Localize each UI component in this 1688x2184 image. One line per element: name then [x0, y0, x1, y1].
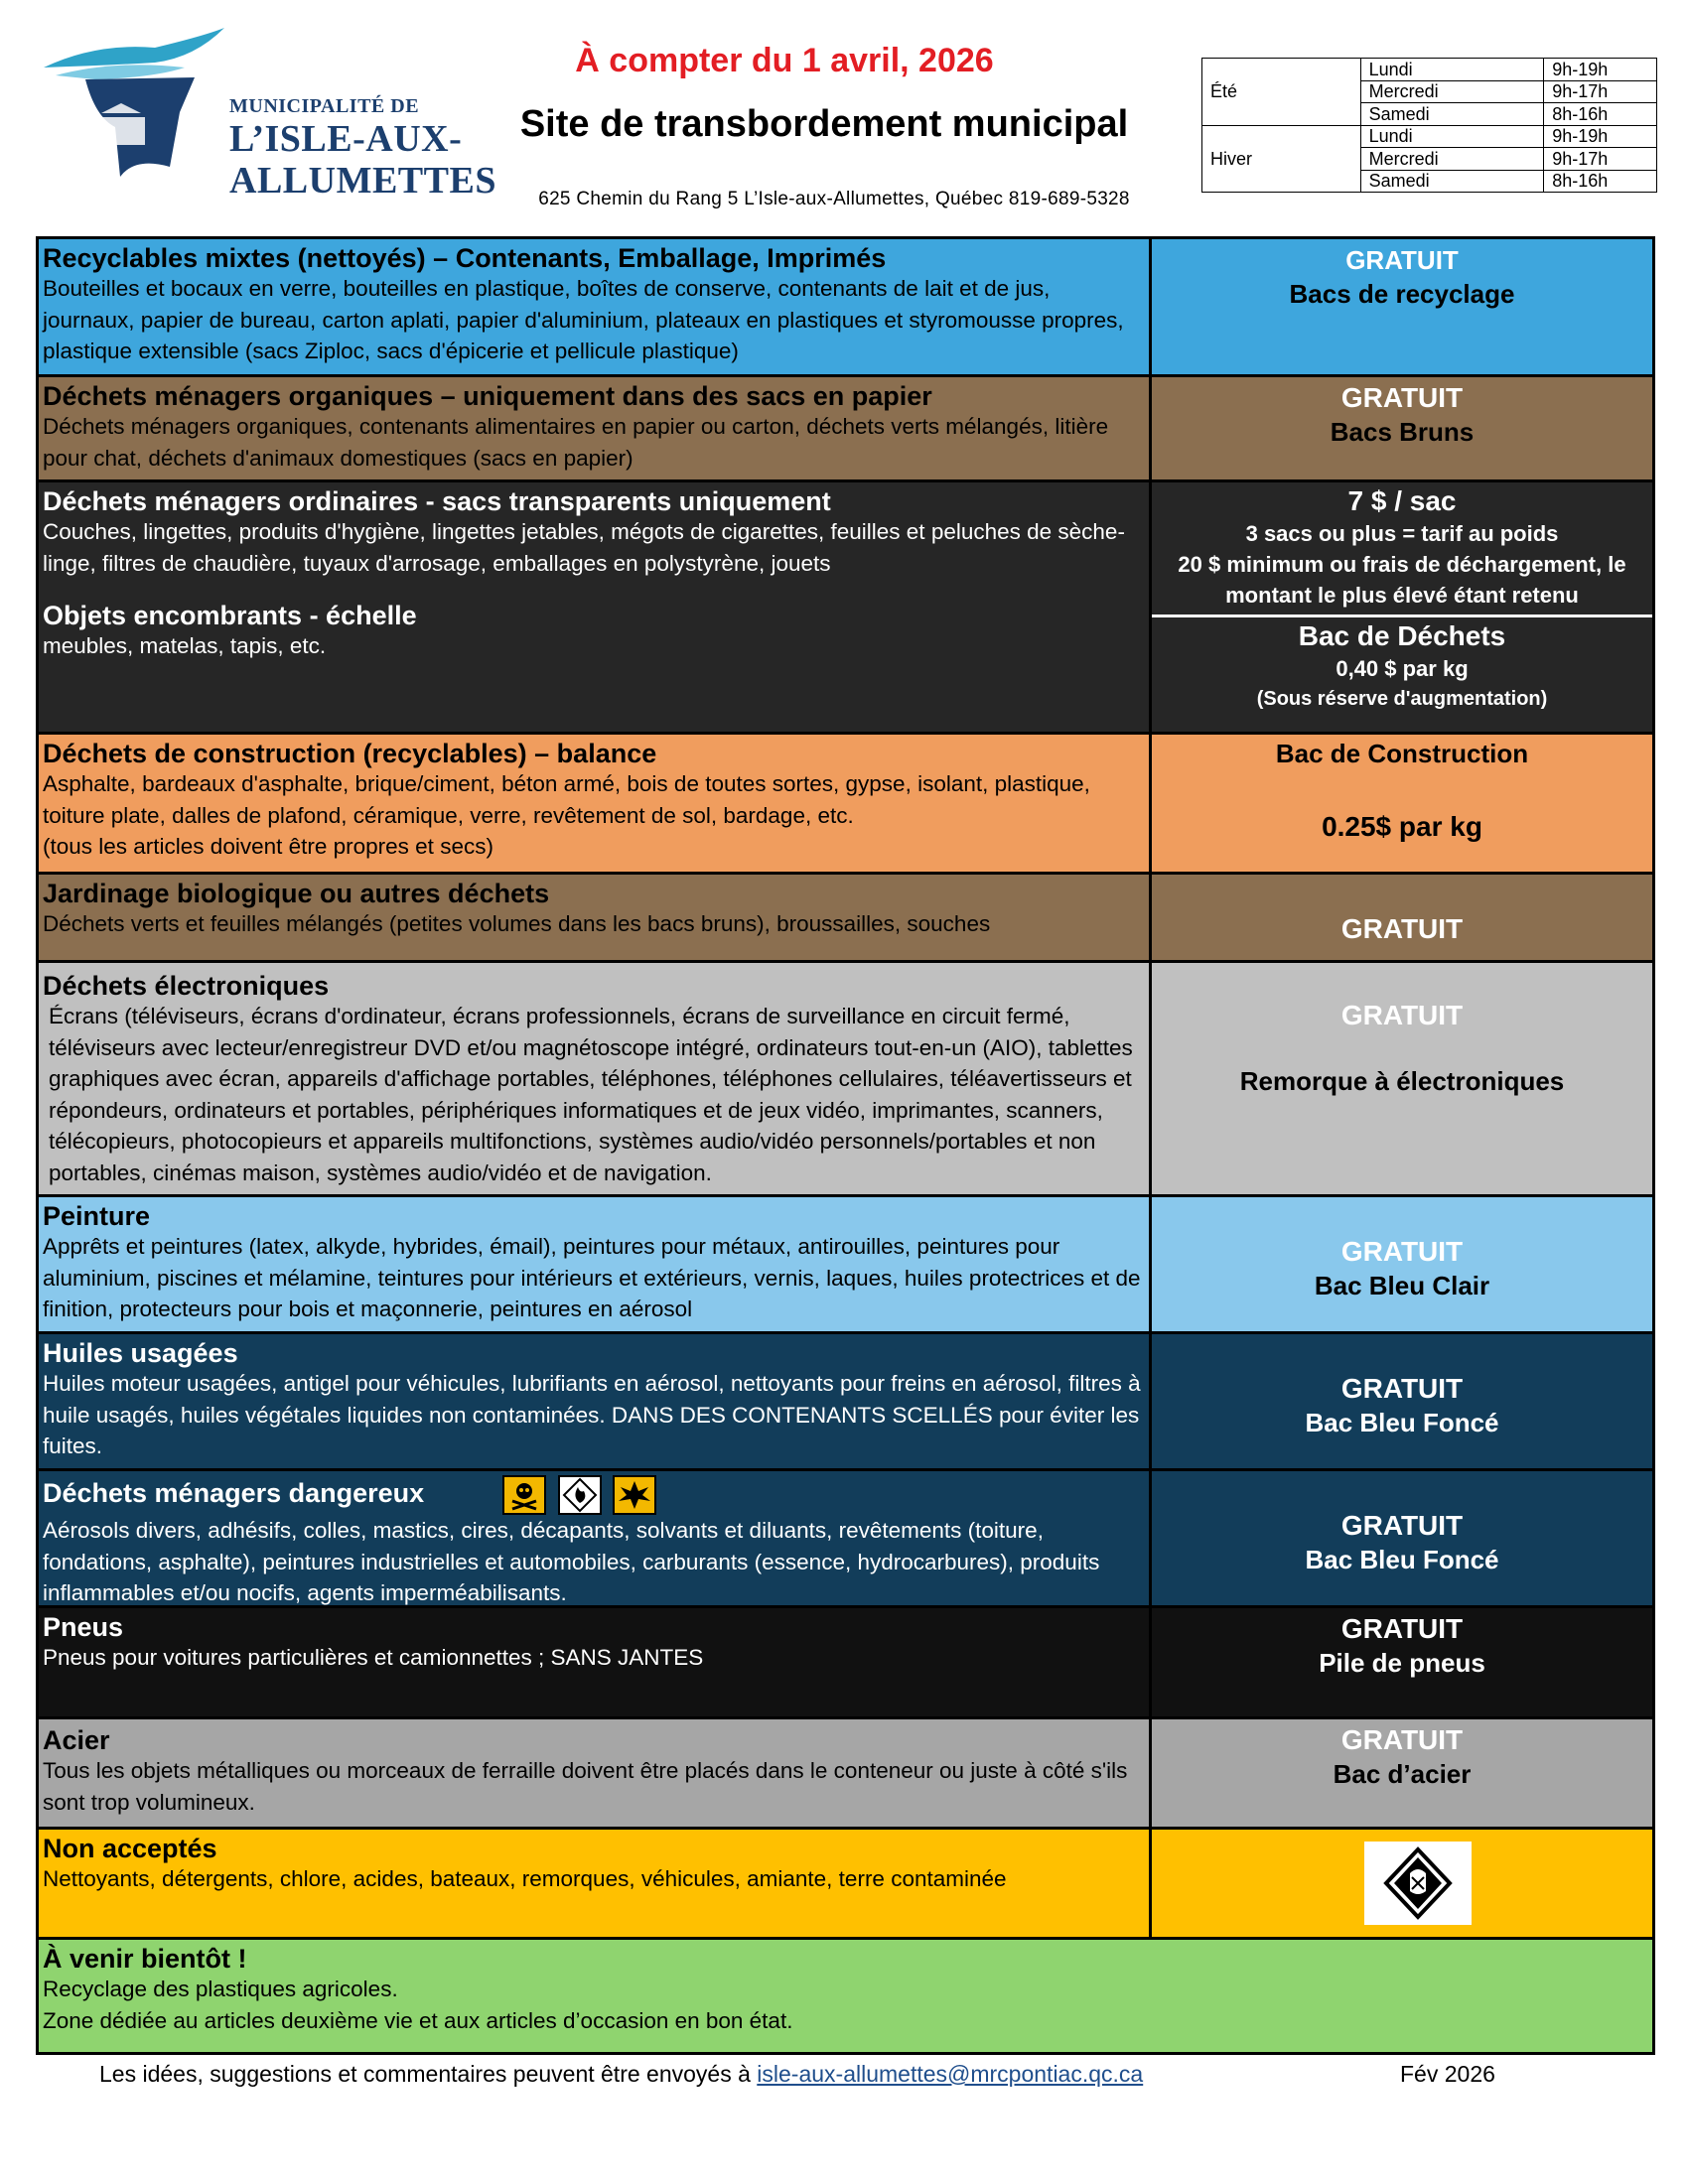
bin-label: Bac de Déchets — [1298, 620, 1506, 651]
hours-table — [1201, 58, 1657, 193]
category-description: Couches, lingettes, produits d'hygiène, lingettes jetables, mégots de cigarettes, feuilles et peluches de sèche-linge, filtres de chaudière, tuyaux d'arrosage, emballages en polystyrène, jouets — [43, 519, 1125, 576]
row-info — [39, 1940, 1652, 2052]
page-title: Site de transbordement municipal — [519, 103, 1129, 145]
hours-day: Mercredi — [1360, 148, 1544, 171]
price-label: GRATUIT — [1340, 1724, 1464, 1755]
price-label: 7 $ / sac — [1347, 485, 1457, 516]
category-description: Asphalte, bardeaux d'asphalte, brique/ciment, béton armé, bois de toutes sortes, gypse, isolant, plastique, toiture plate, dalles de plafond, céramique, verre, revêtement de sol, bardage, etc. — [43, 771, 1090, 828]
row-electronics — [39, 963, 1652, 1197]
revision-date: Fév 2026 — [1400, 2061, 1495, 2087]
hours-time: 9h-17h — [1544, 148, 1657, 171]
prohibited-hazard-icon — [1364, 1842, 1472, 1925]
row-pricing — [1149, 1830, 1652, 1937]
category-title: Non acceptés — [43, 1834, 217, 1863]
row-info — [39, 1719, 1149, 1827]
row-organics — [39, 377, 1652, 482]
hours-time: 8h-16h — [1544, 103, 1657, 126]
row-pricing — [1149, 735, 1652, 872]
price-label: GRATUIT — [1340, 382, 1464, 413]
hours-day: Mercredi — [1360, 80, 1544, 103]
price-minimum: 20 $ minimum ou frais de déchargement, le montant le plus élevé étant retenu — [1178, 552, 1626, 608]
category-title: Peinture — [43, 1201, 151, 1231]
row-garden — [39, 875, 1652, 963]
category-title: Déchets ménagers ordinaires - sacs transparents uniquement — [43, 486, 831, 516]
bin-label: Bacs Bruns — [1330, 417, 1475, 447]
category-title: Déchets ménagers dangereux — [43, 1478, 425, 1509]
category-note: (tous les articles doivent être propres et secs) — [43, 834, 493, 859]
category-title: Acier — [43, 1725, 110, 1755]
explosive-hazard-icon — [613, 1475, 656, 1515]
flammable-hazard-icon — [558, 1475, 602, 1515]
bin-label: Bacs de recyclage — [1289, 279, 1515, 309]
hours-day: Samedi — [1360, 170, 1544, 193]
category-description: Huiles moteur usagées, antigel pour véhicules, lubrifiants en aérosol, nettoyants pour freins en aérosol, filtres à huile usagés, huiles végétales liquides non contaminées. DANS DES CONTENANTS SCELLÉS pour éviter les fuites. — [43, 1371, 1141, 1458]
category-description: Tous les objets métalliques ou morceaux de ferraille doivent être placés dans le conteneur ou juste à côté s'ils sont trop volumineux. — [43, 1758, 1128, 1815]
row-info — [39, 1608, 1149, 1716]
row-info — [39, 1830, 1149, 1937]
logo-line2: L’ISLE-AUX-ALLUMETTES — [229, 118, 496, 202]
season-winter: Hiver — [1202, 125, 1361, 193]
row-info — [39, 377, 1149, 479]
bulky-pricing — [1152, 617, 1652, 714]
municipality-logo — [36, 18, 502, 202]
bin-label: Bac de Construction — [1275, 739, 1529, 768]
hours-time: 9h-19h — [1544, 59, 1657, 81]
price-label: GRATUIT — [1340, 1373, 1464, 1404]
price-label: GRATUIT — [1340, 1236, 1464, 1267]
row-steel — [39, 1719, 1652, 1830]
row-tires — [39, 1608, 1652, 1719]
price-label: GRATUIT — [1340, 913, 1464, 944]
price-label: GRATUIT — [1340, 1510, 1464, 1541]
bin-label: Bac Bleu Foncé — [1305, 1545, 1499, 1574]
category-title: Jardinage biologique ou autres déchets — [43, 879, 550, 908]
row-info — [39, 875, 1149, 960]
category-description: Bouteilles et bocaux en verre, bouteilles en plastique, boîtes de conserve, contenants de lait et de jus, journaux, papier de bureau, carton aplati, papier d'aluminium, plateaux en plastiques et styromousse propres, plastique extensible (sacs Ziploc, sacs d'épicerie et pellicule plastique) — [43, 276, 1124, 363]
row-pricing — [1149, 1608, 1652, 1716]
bin-label: Bac Bleu Foncé — [1305, 1408, 1499, 1437]
row-garbage — [39, 482, 1652, 735]
category-title: Déchets électroniques — [43, 971, 330, 1001]
waste-categories-table — [36, 236, 1655, 2055]
category-description-2: Zone dédiée au articles deuxième vie et aux articles d’occasion en bon état. — [43, 2007, 793, 2033]
row-pricing — [1149, 377, 1652, 479]
hours-day: Lundi — [1360, 59, 1544, 81]
garbage-pricing — [1152, 482, 1652, 617]
category-title: Déchets ménagers organiques – uniquement dans des sacs en papier — [43, 381, 932, 411]
category-title: Huiles usagées — [43, 1338, 238, 1368]
rate-note: (Sous réserve d'augmentation) — [1256, 688, 1548, 710]
category-title: À venir bientôt ! — [43, 1944, 247, 1974]
row-pricing — [1149, 1471, 1652, 1605]
category-description-bulky: meubles, matelas, tapis, etc. — [43, 633, 327, 658]
hours-time: 8h-16h — [1544, 170, 1657, 193]
row-info — [39, 735, 1149, 872]
category-title: Pneus — [43, 1612, 124, 1642]
row-recyclables — [39, 239, 1652, 377]
price-label: GRATUIT — [1340, 1613, 1464, 1644]
row-not-accepted — [39, 1830, 1652, 1940]
row-paint — [39, 1197, 1652, 1334]
row-pricing — [1149, 1719, 1652, 1827]
hours-time: 9h-19h — [1544, 125, 1657, 148]
row-pricing — [1149, 1197, 1652, 1331]
hours-time: 9h-17h — [1544, 80, 1657, 103]
category-description: Aérosols divers, adhésifs, colles, mastics, cires, décapants, solvants et diluants, revêtements (toiture, fondations, asphalte), peintures industrielles et automobiles, carburants (essence, hydrocarbures), produits inflammables et/ou nocifs, agents imperméabilisants. — [43, 1518, 1100, 1605]
row-pricing — [1149, 875, 1652, 960]
toxic-hazard-icon — [502, 1475, 546, 1515]
price-label: GRATUIT — [1345, 245, 1459, 275]
season-summer: Été — [1202, 59, 1361, 126]
bin-label: Bac d’acier — [1333, 1759, 1472, 1789]
row-info — [39, 239, 1149, 374]
category-description: Déchets verts et feuilles mélangés (petites volumes dans les bacs bruns), broussailles, souches — [43, 911, 991, 936]
category-title-bulky: Objets encombrants - échelle — [43, 601, 417, 630]
logo-text — [229, 95, 502, 202]
hours-day: Lundi — [1360, 125, 1544, 148]
row-pricing — [1149, 963, 1652, 1194]
hours-day: Samedi — [1360, 103, 1544, 126]
category-description: Écrans (téléviseurs, écrans d'ordinateur, écrans professionnels, écrans de surveillance en circuit fermé, téléviseurs avec lecteur/enregistreur DVD et/ou magnétoscope intégré, ordinateurs tout-en-un (AIO), tablettes graphiques avec écran, appareils d'affichage portables, téléphones, téléphones cellulaires, téléavertisseurs et répondeurs, ordinateurs et portables, périphériques informatiques et de jeux vidéo, imprimantes, scanners, télécopieurs, photocopieurs et appareils multifonctions, systèmes audio/vidéo personnels/portables et non portables, cinémas maison, systèmes audio/vidéo et de navigation. — [49, 1004, 1133, 1185]
footer-text: Les idées, suggestions et commentaires peuvent être envoyés à — [99, 2061, 758, 2087]
row-pricing — [1149, 1334, 1652, 1468]
bin-label: Remorque à électroniques — [1239, 1066, 1565, 1096]
site-address: 625 Chemin du Rang 5 L’Isle-aux-Allumettes, Québec 819-689-5328 — [538, 189, 1130, 209]
row-info — [39, 963, 1149, 1194]
logo-line1: MUNICIPALITÉ DE — [229, 95, 420, 117]
category-description: Nettoyants, détergents, chlore, acides, bateaux, remorques, véhicules, amiante, terre contaminée — [43, 1866, 1007, 1891]
category-description: Pneus pour voitures particulières et camionnettes ; SANS JANTES — [43, 1645, 704, 1670]
bin-label: Bac Bleu Clair — [1314, 1271, 1490, 1300]
footer-note — [99, 2061, 1143, 2088]
category-description: Recyclage des plastiques agricoles. — [43, 1977, 398, 2001]
category-title-wrap — [43, 1475, 1145, 1515]
bin-label: Pile de pneus — [1319, 1648, 1485, 1678]
price-detail: 3 sacs ou plus = tarif au poids — [1245, 521, 1559, 546]
category-description: Déchets ménagers organiques, contenants alimentaires en papier ou carton, déchets verts mélangés, litière pour chat, déchets d'animaux domestiques (sacs en papier) — [43, 414, 1109, 471]
row-info — [39, 1334, 1149, 1468]
price-label: 0.25$ par kg — [1322, 811, 1482, 842]
category-title: Recyclables mixtes (nettoyés) – Contenants, Emballage, Imprimés — [43, 243, 887, 273]
row-hazardous — [39, 1471, 1652, 1608]
row-pricing — [1149, 482, 1652, 732]
category-description: Apprêts et peintures (latex, alkyde, hybrides, émail), peintures pour métaux, antirouilles, peintures pour aluminium, piscines et mélamine, teintures pour intérieurs et extérieurs, vernis, laques, huiles protectrices et de finition, protecteurs pour bois et maçonnerie, peintures en aérosol — [43, 1234, 1141, 1321]
rate-label: 0,40 $ par kg — [1336, 656, 1469, 681]
row-coming-soon — [39, 1940, 1652, 2052]
row-info — [39, 1197, 1149, 1331]
contact-email-link[interactable]: isle-aux-allumettes@mrcpontiac.qc.ca — [757, 2061, 1144, 2087]
row-oils — [39, 1334, 1652, 1471]
row-info — [39, 1471, 1149, 1605]
effective-date: À compter du 1 avril, 2026 — [575, 42, 994, 79]
category-title: Déchets de construction (recyclables) – balance — [43, 739, 657, 768]
row-info — [39, 482, 1149, 732]
price-label: GRATUIT — [1340, 1000, 1464, 1030]
row-pricing — [1149, 239, 1652, 374]
row-construction — [39, 735, 1652, 875]
